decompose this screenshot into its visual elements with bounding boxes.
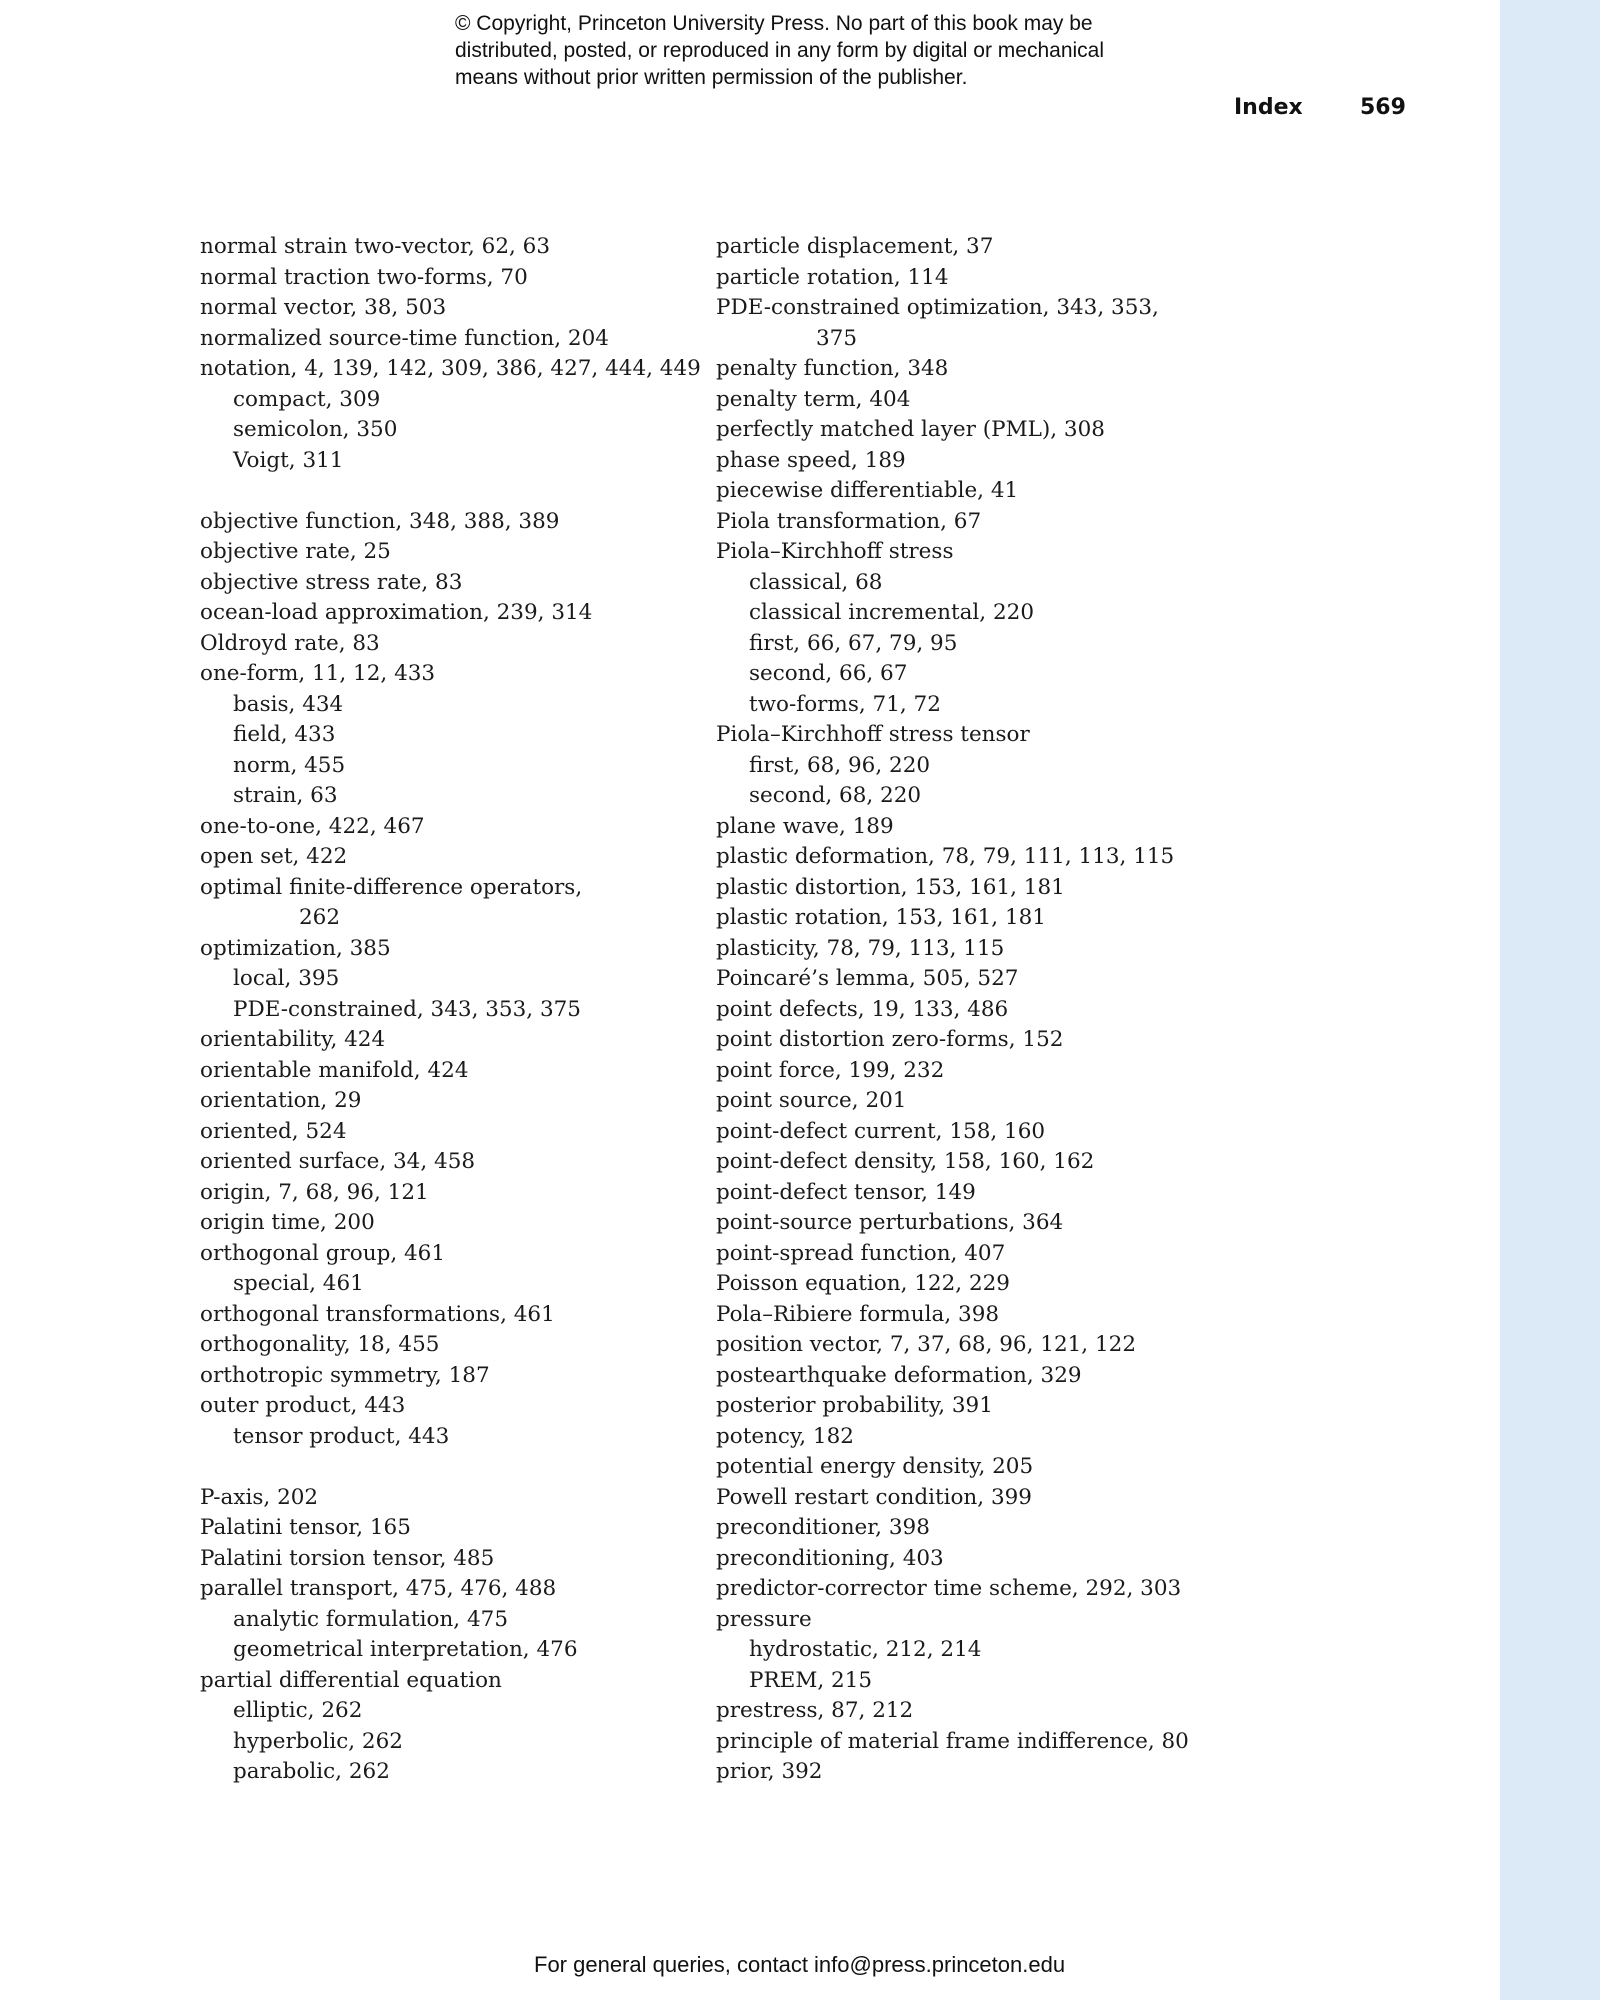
index-column-left	[200, 232, 700, 1788]
index-entry	[200, 1025, 700, 1056]
index-entry	[200, 354, 700, 385]
index-subentry	[200, 1635, 700, 1666]
index-entry	[716, 1330, 1256, 1361]
index-entry	[716, 263, 1256, 294]
entry-text: orthogonal transformations, 461	[200, 1301, 555, 1327]
footer-contact: For general queries, contact info@press.princeton.edu	[534, 1952, 1066, 1977]
index-entry	[200, 1208, 700, 1239]
entry-continuation: 375	[816, 325, 858, 351]
entry-text: normal vector, 38, 503	[200, 295, 447, 320]
entry-text: plastic deformation, 78, 79, 111, 113, 115	[716, 844, 1175, 869]
entry-text: Oldroyd rate, 83	[200, 630, 380, 656]
index-entry	[716, 873, 1256, 904]
index-subentry	[200, 1696, 700, 1727]
entry-text: preconditioning, 403	[716, 1545, 944, 1571]
entry-text: tensor product, 443	[233, 1423, 450, 1449]
entry-text: classical, 68	[749, 569, 883, 595]
entry-continuation: 262	[299, 905, 341, 930]
entry-text: orthogonal group, 461	[200, 1240, 446, 1266]
index-subentry	[716, 781, 1256, 812]
entry-text: potential energy density, 205	[716, 1454, 1034, 1479]
index-entry	[200, 1666, 700, 1697]
entry-text: oriented, 524	[200, 1118, 347, 1144]
index-subentry	[716, 568, 1256, 599]
entry-text: PDE-constrained, 343, 353, 375	[233, 996, 581, 1022]
entry-text: two-forms, 71, 72	[749, 691, 941, 717]
index-subentry	[200, 964, 700, 995]
index-entry	[716, 812, 1256, 843]
index-entry	[716, 1605, 1256, 1636]
index-entry	[200, 1361, 700, 1392]
index-entry	[200, 934, 700, 965]
index-subentry	[200, 751, 700, 782]
index-entry	[200, 1574, 700, 1605]
index-entry	[716, 1483, 1256, 1514]
entry-text: first, 68, 96, 220	[749, 752, 931, 778]
entry-text: point-source perturbations, 364	[716, 1210, 1064, 1235]
letter-group-gap	[200, 1452, 700, 1483]
entry-text: piecewise differentiable, 41	[716, 478, 1019, 503]
index-entry	[716, 1361, 1256, 1392]
entry-text: strain, 63	[233, 783, 338, 808]
copyright-line: distributed, posted, or reproduced in any form by digital or mechanical	[455, 39, 1105, 62]
running-head	[0, 95, 1406, 125]
entry-text: objective rate, 25	[200, 539, 391, 564]
entry-text: predictor-corrector time scheme, 292, 303	[716, 1576, 1182, 1601]
entry-text: parabolic, 262	[233, 1759, 390, 1784]
entry-text: PDE-constrained optimization, 343, 353,	[716, 295, 1159, 320]
index-entry	[716, 1086, 1256, 1117]
entry-text: optimal finite-difference operators,	[200, 874, 583, 900]
entry-text: norm, 455	[233, 752, 346, 778]
index-entry	[200, 263, 700, 294]
entry-text: point force, 199, 232	[716, 1057, 945, 1083]
index-entry	[716, 720, 1256, 751]
index-subentry	[200, 1757, 700, 1788]
index-entry	[716, 1269, 1256, 1300]
index-entry	[200, 629, 700, 660]
entry-text: PREM, 215	[749, 1667, 873, 1693]
entry-text: Piola–Kirchhoff stress	[716, 539, 954, 564]
index-entry	[200, 1513, 700, 1544]
index-subentry	[200, 415, 700, 446]
index-entry	[200, 293, 700, 324]
entry-text: prestress, 87, 212	[716, 1698, 914, 1723]
entry-text: orientable manifold, 424	[200, 1057, 469, 1083]
index-entry	[716, 1513, 1256, 1544]
index-entry	[200, 1147, 700, 1178]
entry-text: Powell restart condition, 399	[716, 1484, 1032, 1510]
index-entry	[716, 1117, 1256, 1148]
index-entry	[716, 354, 1256, 385]
entry-text: field, 433	[233, 722, 336, 747]
entry-text: Poisson equation, 122, 229	[716, 1271, 1010, 1296]
entry-text: point-defect tensor, 149	[716, 1179, 976, 1205]
entry-text: optimization, 385	[200, 935, 391, 961]
index-entry	[716, 1147, 1256, 1178]
index-entry	[200, 1300, 700, 1331]
index-subentry	[716, 659, 1256, 690]
entry-text: orthotropic symmetry, 187	[200, 1362, 490, 1388]
index-entry	[716, 232, 1256, 263]
entry-text: origin time, 200	[200, 1210, 375, 1235]
index-subentry	[716, 690, 1256, 721]
index-entry	[200, 1117, 700, 1148]
index-subentry	[200, 781, 700, 812]
entry-text: outer product, 443	[200, 1393, 406, 1418]
index-entry	[200, 842, 700, 873]
index-entry	[716, 446, 1256, 477]
index-entry	[716, 1178, 1256, 1209]
index-entry	[200, 1178, 700, 1209]
entry-text: plasticity, 78, 79, 113, 115	[716, 935, 1005, 961]
index-entry	[716, 964, 1256, 995]
entry-text: point-defect density, 158, 160, 162	[716, 1149, 1095, 1174]
index-entry	[716, 1452, 1256, 1483]
copyright-line: means without prior written permission of the publisher.	[455, 66, 968, 89]
entry-text: point defects, 19, 133, 486	[716, 996, 1009, 1022]
index-entry	[716, 1239, 1256, 1270]
index-column-right	[716, 232, 1256, 1788]
copyright-line: © Copyright, Princeton University Press. No part of this book may be	[455, 12, 1093, 35]
index-subentry	[200, 446, 700, 477]
index-entry	[716, 934, 1256, 965]
entry-text: pressure	[716, 1606, 812, 1632]
entry-text: geometrical interpretation, 476	[233, 1637, 578, 1662]
index-entry	[200, 598, 700, 629]
index-entry	[716, 1544, 1256, 1575]
copyright-notice	[455, 10, 1215, 91]
entry-text: second, 68, 220	[749, 783, 922, 808]
index-entry	[716, 507, 1256, 538]
entry-text: plastic distortion, 153, 161, 181	[716, 874, 1065, 900]
entry-text: objective stress rate, 83	[200, 569, 463, 595]
entry-text: perfectly matched layer (PML), 308	[716, 417, 1105, 442]
index-entry	[716, 1208, 1256, 1239]
page-number: 569	[1360, 95, 1406, 120]
index-subentry	[716, 629, 1256, 660]
side-margin-strip	[1500, 0, 1600, 2000]
entry-text: partial differential equation	[200, 1667, 502, 1693]
entry-text: Pola–Ribiere formula, 398	[716, 1301, 1000, 1327]
index-subentry	[716, 1666, 1256, 1697]
index-subentry	[200, 995, 700, 1026]
index-entry	[716, 415, 1256, 446]
index-entry	[200, 659, 700, 690]
index-entry	[716, 1757, 1256, 1788]
entry-text: Voigt, 311	[233, 447, 344, 473]
entry-text: oriented surface, 34, 458	[200, 1149, 476, 1174]
entry-text: first, 66, 67, 79, 95	[749, 630, 958, 656]
index-subentry	[200, 690, 700, 721]
entry-text: postearthquake deformation, 329	[716, 1362, 1082, 1388]
index-entry	[200, 568, 700, 599]
entry-text: Palatini torsion tensor, 485	[200, 1545, 495, 1571]
letter-group-gap	[200, 476, 700, 507]
index-subentry	[200, 1605, 700, 1636]
entry-text: preconditioner, 398	[716, 1515, 930, 1540]
entry-text: particle rotation, 114	[716, 264, 949, 290]
entry-text: point source, 201	[716, 1088, 907, 1113]
section-title: Index	[1234, 95, 1303, 120]
entry-text: hyperbolic, 262	[233, 1728, 403, 1754]
index-entry	[200, 812, 700, 843]
entry-text: orthogonality, 18, 455	[200, 1332, 440, 1357]
entry-text: open set, 422	[200, 844, 348, 869]
index-entry	[200, 1086, 700, 1117]
entry-text: objective function, 348, 388, 389	[200, 508, 560, 534]
index-entry	[716, 995, 1256, 1026]
entry-text: penalty term, 404	[716, 386, 911, 412]
entry-text: plastic rotation, 153, 161, 181	[716, 905, 1046, 930]
index-entry	[200, 1544, 700, 1575]
entry-text: phase speed, 189	[716, 447, 906, 473]
entry-text: origin, 7, 68, 96, 121	[200, 1179, 429, 1205]
entry-text: compact, 309	[233, 386, 381, 412]
entry-text: potency, 182	[716, 1423, 854, 1449]
index-entry	[716, 476, 1256, 507]
index-entry	[716, 903, 1256, 934]
index-subentry	[200, 385, 700, 416]
index-entry	[200, 232, 700, 263]
entry-text: normal traction two-forms, 70	[200, 264, 528, 290]
entry-text: normal strain two-vector, 62, 63	[200, 234, 551, 259]
index-entry	[200, 1056, 700, 1087]
entry-text: Palatini tensor, 165	[200, 1515, 411, 1540]
index-entry	[716, 1056, 1256, 1087]
index-entry	[716, 537, 1256, 568]
entry-text: one-form, 11, 12, 433	[200, 661, 436, 686]
index-entry	[716, 1696, 1256, 1727]
entry-text: prior, 392	[716, 1759, 823, 1784]
entry-text: position vector, 7, 37, 68, 96, 121, 122	[716, 1332, 1137, 1357]
entry-text: local, 395	[233, 966, 340, 991]
entry-text: second, 66, 67	[749, 661, 908, 686]
entry-text: semicolon, 350	[233, 417, 398, 442]
entry-text: point-defect current, 158, 160	[716, 1118, 1046, 1144]
index-entry	[716, 1727, 1256, 1758]
index-entry	[716, 842, 1256, 873]
entry-text: analytic formulation, 475	[233, 1606, 509, 1632]
entry-text: classical incremental, 220	[749, 600, 1035, 625]
entry-text: posterior probability, 391	[716, 1393, 993, 1418]
entry-text: normalized source-time function, 204	[200, 325, 609, 351]
index-entry	[716, 293, 1256, 354]
entry-text: Piola–Kirchhoff stress tensor	[716, 722, 1030, 747]
index-entry	[200, 507, 700, 538]
entry-text: ocean-load approximation, 239, 314	[200, 600, 593, 625]
entry-text: special, 461	[233, 1271, 364, 1296]
index-entry	[200, 873, 700, 934]
index-entry	[200, 537, 700, 568]
index-subentry	[200, 1727, 700, 1758]
index-subentry	[716, 1635, 1256, 1666]
index-entry	[716, 1422, 1256, 1453]
entry-text: point distortion zero-forms, 152	[716, 1027, 1064, 1052]
index-entry	[200, 1483, 700, 1514]
index-subentry	[200, 720, 700, 751]
entry-text: hydrostatic, 212, 214	[749, 1637, 982, 1662]
index-entry	[200, 1391, 700, 1422]
entry-text: Poincaré’s lemma, 505, 527	[716, 966, 1019, 991]
entry-text: point-spread function, 407	[716, 1240, 1006, 1266]
entry-text: orientation, 29	[200, 1088, 362, 1113]
index-subentry	[200, 1422, 700, 1453]
index-entry	[716, 1300, 1256, 1331]
entry-text: orientability, 424	[200, 1027, 386, 1052]
index-entry	[716, 1025, 1256, 1056]
entry-text: elliptic, 262	[233, 1698, 363, 1723]
entry-text: one-to-one, 422, 467	[200, 813, 425, 839]
entry-text: plane wave, 189	[716, 813, 894, 839]
index-entry	[716, 385, 1256, 416]
entry-text: basis, 434	[233, 691, 344, 717]
entry-text: P-axis, 202	[200, 1484, 319, 1510]
entry-text: notation, 4, 139, 142, 309, 386, 427, 444, 449	[200, 356, 701, 381]
index-entry	[716, 1391, 1256, 1422]
index-entry	[716, 1574, 1256, 1605]
index-subentry	[200, 1269, 700, 1300]
entry-text: penalty function, 348	[716, 356, 949, 381]
index-entry	[200, 1239, 700, 1270]
index-entry	[200, 324, 700, 355]
entry-text: particle displacement, 37	[716, 234, 994, 259]
index-subentry	[716, 751, 1256, 782]
entry-text: parallel transport, 475, 476, 488	[200, 1576, 557, 1601]
index-subentry	[716, 598, 1256, 629]
index-entry	[200, 1330, 700, 1361]
entry-text: Piola transformation, 67	[716, 508, 982, 534]
entry-text: principle of material frame indifference, 80	[716, 1728, 1189, 1754]
